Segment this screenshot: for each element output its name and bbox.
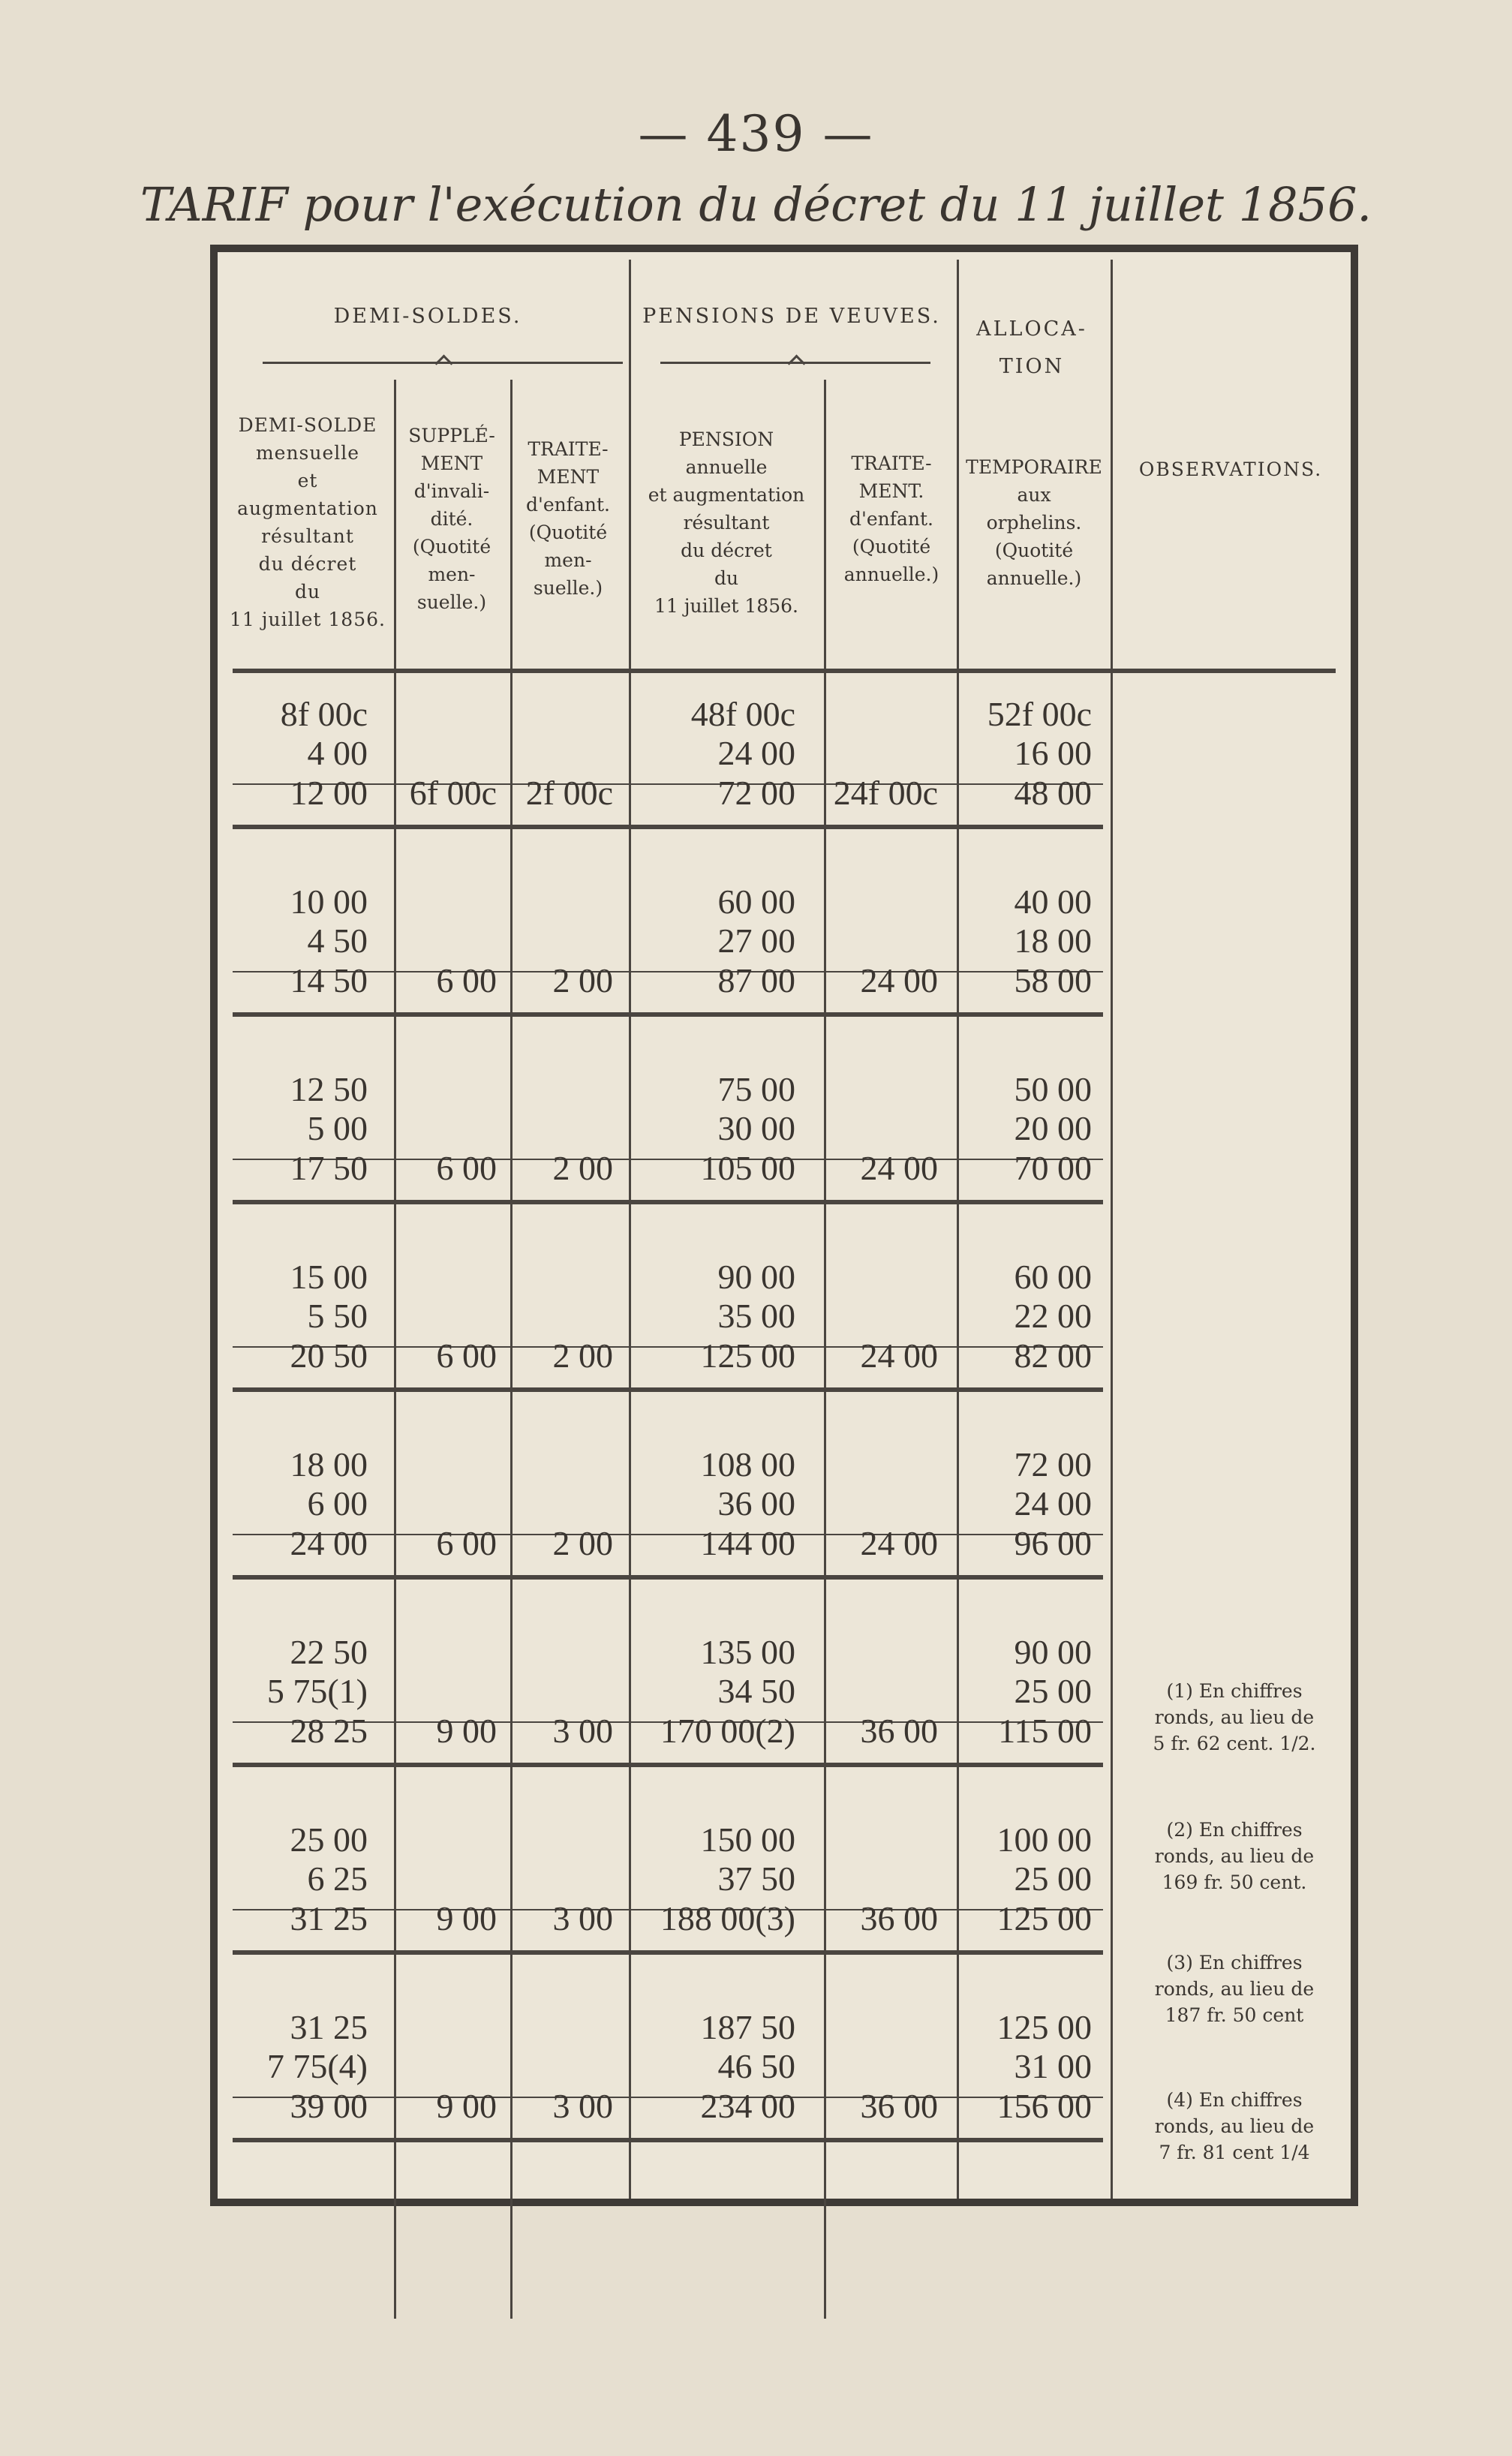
header-temporaire: TEMPORAIRE aux orphelins. (Quotité annuelle.) [966, 455, 1102, 589]
table-cell: 87 00 [717, 961, 795, 1000]
table-cell: 25 00 [1014, 1672, 1092, 1710]
row-rule [233, 1387, 1103, 1392]
table-cell: 6 25 [307, 1859, 368, 1898]
table-cell: 24 00 [860, 1149, 938, 1187]
table-cell: 170 00(2) [660, 1712, 795, 1750]
page-title: TARIF pour l'exécution du décret du 11 juillet 1856. [140, 177, 1372, 232]
table-cell: 7 75(4) [266, 2047, 368, 2085]
table-cell: 15 00 [290, 1258, 368, 1296]
table-cell: 125 00 [996, 2008, 1092, 2046]
table-cell: 3 00 [552, 2087, 613, 2125]
table-cell: 115 00 [998, 1712, 1092, 1750]
table-cell: 4 50 [307, 921, 368, 960]
table-cell: 188 00(3) [660, 1899, 795, 1937]
table-cell: 24 00 [717, 734, 795, 772]
table-cell: 18 00 [1014, 921, 1092, 960]
table-cell: 108 00 [700, 1445, 795, 1484]
row-rule [233, 669, 1336, 673]
table-cell: 105 00 [700, 1149, 795, 1187]
note-1: (1) En chiffres ronds, au lieu de 5 fr. 62 cent. 1/2. [1153, 1680, 1316, 1754]
table-cell: 6 00 [307, 1484, 368, 1523]
table-cell: 24 00 [860, 1336, 938, 1375]
table-cell: 125 00 [996, 1899, 1092, 1937]
table-cell: 24f 00c [833, 774, 938, 812]
table-cell: 52f 00c [987, 695, 1092, 733]
header-pension: PENSION annuelle et augmentation résultant du décret du 11 juillet 1856. [648, 428, 805, 617]
row-rule [233, 1012, 1103, 1017]
table-cell: 24 00 [860, 961, 938, 1000]
table-cell: 48f 00c [690, 695, 795, 733]
table-cell: 60 00 [1014, 1258, 1092, 1296]
table-cell: 60 00 [717, 882, 795, 921]
table-cell: 135 00 [700, 1633, 795, 1671]
table-cell: 2 00 [552, 961, 613, 1000]
table-cell: 2f 00c [525, 774, 613, 812]
table-cell: 8f 00c [280, 695, 368, 733]
table-cell: 5 75(1) [266, 1672, 368, 1710]
table-cell: 25 00 [290, 1820, 368, 1859]
table-cell: 58 00 [1014, 961, 1092, 1000]
header-observations: OBSERVATIONS. [1138, 458, 1323, 480]
row-rule [233, 825, 1103, 829]
table-cell: 2 00 [552, 1336, 613, 1375]
table-cell: 40 00 [1014, 882, 1092, 921]
table-cell: 25 00 [1014, 1859, 1092, 1898]
table-cell: 234 00 [700, 2087, 795, 2125]
table-cell: 50 00 [1014, 1070, 1092, 1108]
column-divider [957, 260, 959, 2199]
table-cell: 27 00 [717, 921, 795, 960]
table-cell: 22 50 [290, 1633, 368, 1671]
table-cell: 82 00 [1014, 1336, 1092, 1375]
table-cell: 31 25 [290, 1899, 368, 1937]
table-cell: 90 00 [717, 1258, 795, 1296]
group-pensions: PENSIONS DE VEUVES. [642, 305, 941, 328]
table-cell: 12 00 [290, 774, 368, 812]
row-rule [233, 1575, 1103, 1580]
table-cell: 30 00 [717, 1109, 795, 1147]
table-cell: 75 00 [717, 1070, 795, 1108]
row-rule [233, 1200, 1103, 1204]
header-traitement-mensuel: TRAITE- MENT d'enfant. (Quotité men- suelle.) [525, 438, 611, 599]
table-cell: 6f 00c [409, 774, 497, 812]
table-cell: 150 00 [700, 1820, 795, 1859]
note-4: (4) En chiffres ronds, au lieu de 7 fr. 81 cent 1/4 [1154, 2089, 1315, 2163]
table-cell: 9 00 [436, 1899, 497, 1937]
tariff-table [210, 245, 1358, 2206]
table-cell: 36 00 [860, 1899, 938, 1937]
table-cell: 20 00 [1014, 1109, 1092, 1147]
group-demi-soldes: DEMI-SOLDES. [333, 305, 522, 328]
table-cell: 37 50 [717, 1859, 795, 1898]
table-cell: 17 50 [290, 1149, 368, 1187]
table-cell: 18 00 [290, 1445, 368, 1484]
brace-demi-soldes [263, 357, 623, 368]
table-cell: 36 00 [717, 1484, 795, 1523]
table-cell: 24 00 [290, 1524, 368, 1562]
table-cell: 9 00 [436, 2087, 497, 2125]
table-cell: 6 00 [436, 1524, 497, 1562]
table-cell: 24 00 [1014, 1484, 1092, 1523]
table-cell: 36 00 [860, 1712, 938, 1750]
table-cell: 48 00 [1014, 774, 1092, 812]
table-cell: 187 50 [700, 2008, 795, 2046]
note-2: (2) En chiffres ronds, au lieu de 169 fr. 50 cent. [1154, 1819, 1315, 1893]
row-rule [233, 1950, 1103, 1955]
page-number: — 439 — [638, 105, 874, 163]
note-3: (3) En chiffres ronds, au lieu de 187 fr. 50 cent [1154, 1952, 1315, 2026]
table-cell: 3 00 [552, 1712, 613, 1750]
table-cell: 96 00 [1014, 1524, 1092, 1562]
table-cell: 34 50 [717, 1672, 795, 1710]
table-cell: 14 50 [290, 961, 368, 1000]
row-rule [233, 1763, 1103, 1767]
table-cell: 20 50 [290, 1336, 368, 1375]
table-cell: 5 00 [307, 1109, 368, 1147]
header-demi-solde: DEMI-SOLDE mensuelle et augmentation résultant du décret du 11 juillet 1856. [230, 414, 386, 630]
table-cell: 5 50 [307, 1297, 368, 1335]
table-cell: 4 00 [307, 734, 368, 772]
table-cell: 72 00 [717, 774, 795, 812]
table-cell: 144 00 [700, 1524, 795, 1562]
table-cell: 36 00 [860, 2087, 938, 2125]
column-divider [629, 260, 631, 2199]
table-cell: 2 00 [552, 1524, 613, 1562]
table-cell: 9 00 [436, 1712, 497, 1750]
table-cell: 6 00 [436, 1149, 497, 1187]
table-cell: 156 00 [996, 2087, 1092, 2125]
table-cell: 72 00 [1014, 1445, 1092, 1484]
table-cell: 12 50 [290, 1070, 368, 1108]
column-divider [1111, 260, 1113, 2199]
row-rule [233, 2138, 1103, 2142]
group-allocation: ALLOCA- TION [976, 317, 1087, 378]
table-cell: 90 00 [1014, 1633, 1092, 1671]
table-cell: 31 00 [1014, 2047, 1092, 2085]
table-cell: 31 25 [290, 2008, 368, 2046]
header-traitement-annuel: TRAITE- MENT. d'enfant. (Quotité annuelle.) [843, 452, 939, 585]
table-cell: 10 00 [290, 882, 368, 921]
table-cell: 125 00 [700, 1336, 795, 1375]
table-cell: 16 00 [1014, 734, 1092, 772]
header-supplement: SUPPLÉ- MENT d'invali- dité. (Quotité men- suelle.) [408, 424, 495, 613]
table-cell: 46 50 [717, 2047, 795, 2085]
table-cell: 35 00 [717, 1297, 795, 1335]
brace-pensions [660, 357, 930, 368]
table-cell: 39 00 [290, 2087, 368, 2125]
table-cell: 24 00 [860, 1524, 938, 1562]
table-cell: 28 25 [290, 1712, 368, 1750]
table-cell: 100 00 [996, 1820, 1092, 1859]
table-cell: 3 00 [552, 1899, 613, 1937]
table-cell: 6 00 [436, 961, 497, 1000]
table-cell: 22 00 [1014, 1297, 1092, 1335]
table-cell: 6 00 [436, 1336, 497, 1375]
table-cell: 70 00 [1014, 1149, 1092, 1187]
table-cell: 2 00 [552, 1149, 613, 1187]
